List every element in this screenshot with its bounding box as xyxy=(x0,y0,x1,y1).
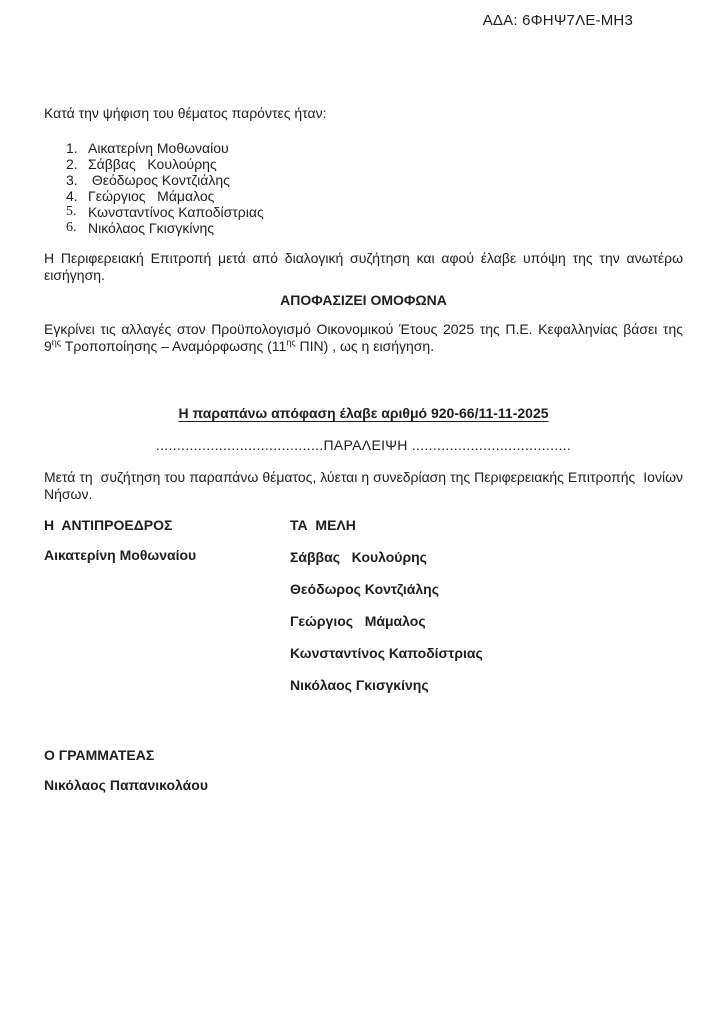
attendee-name: Κωνσταντίνος Καποδίστριας xyxy=(88,204,264,220)
ada-code: ΑΔΑ: 6ΦΗΨ7ΛΕ-ΜΗ3 xyxy=(482,12,633,29)
attendee-row xyxy=(66,188,683,204)
attendee-number: 5. xyxy=(66,204,77,219)
decision-text-part1: Εγκρίνει τις αλλαγές στον Προϋπολογισμό Οικονομικού Έτους 2025 της Π.Ε. Κεφαλληνίας βάσει της 9 xyxy=(44,321,683,354)
secretary-title: Ο ΓΡΑΜΜΑΤΕΑΣ xyxy=(44,747,155,763)
attendee-row xyxy=(66,140,683,156)
attendee-row xyxy=(66,172,683,188)
decision-paragraph xyxy=(44,321,683,355)
attendee-row xyxy=(66,220,683,236)
intro-line: Κατά την ψήφιση του θέματος παρόντες ήταν: xyxy=(44,105,327,121)
attendee-name: Σάββας Κουλούρης xyxy=(88,156,217,172)
members-column xyxy=(290,517,483,694)
attendee-number: 3. xyxy=(66,172,78,188)
attendee-name: Νικόλαος Γκισγκίνης xyxy=(88,220,214,236)
attendee-name: Θεόδωρος Κοντζιάλης xyxy=(88,172,230,188)
signature-section xyxy=(44,517,683,694)
vice-president-name: Αικατερίνη Μοθωναίου xyxy=(44,547,197,563)
vice-president-title: Η ΑΝΤΙΠΡΟΕΔΡΟΣ xyxy=(44,517,173,533)
omission-line: ........................................ΠΑΡΑΛΕΙΨΗ ...................................... xyxy=(155,437,572,453)
secretary-name: Νικόλαος Παπανικολάου xyxy=(44,777,208,793)
decision-number-text: Η παραπάνω απόφαση έλαβε αριθμό 920-66/11-11-2025 xyxy=(178,405,549,421)
member-name: Νικόλαος Γκισγκίνης xyxy=(290,677,429,693)
attendee-number: 4. xyxy=(66,188,78,204)
attendee-name: Αικατερίνη Μοθωναίου xyxy=(88,140,229,156)
closing-paragraph: Μετά τη συζήτηση του παραπάνω θέματος, λύεται η συνεδρίαση της Περιφερειακής Επιτροπής Ιονίων Νήσων. xyxy=(44,469,683,502)
decision-heading: ΑΠΟΦΑΣΙΖΕΙ ΟΜΟΦΩΝΑ xyxy=(280,292,447,308)
attendee-name: Γεώργιος Μάμαλος xyxy=(88,188,215,204)
member-name: Κωνσταντίνος Καποδίστριας xyxy=(290,645,483,661)
attendee-list xyxy=(44,140,683,236)
vice-president-column xyxy=(44,517,290,694)
decision-text-part3: ΠΙΝ) , ως η εισήγηση. xyxy=(295,338,435,354)
attendee-row xyxy=(66,156,683,172)
attendee-number: 2. xyxy=(66,156,78,172)
ordinal-superscript: ης xyxy=(51,337,62,348)
decision-text-part2: Τροποποίησης – Αναμόρφωσης (11 xyxy=(61,338,287,354)
ordinal-superscript: ης xyxy=(286,337,296,348)
member-name: Σάββας Κουλούρης xyxy=(290,549,427,565)
member-name: Θεόδωρος Κοντζιάλης xyxy=(290,581,439,597)
member-name: Γεώργιος Μάμαλος xyxy=(290,613,426,629)
decision-number-heading xyxy=(44,405,683,422)
attendee-row xyxy=(66,204,683,220)
secretary-block xyxy=(44,747,683,794)
committee-paragraph: Η Περιφερειακή Επιτροπή μετά από διαλογική συζήτηση και αφού έλαβε υπόψη της την ανωτέρω εισήγηση. xyxy=(44,250,683,283)
attendee-number: 6. xyxy=(66,220,77,235)
attendee-number: 1. xyxy=(66,140,78,156)
members-title: ΤΑ ΜΕΛΗ xyxy=(290,517,356,533)
